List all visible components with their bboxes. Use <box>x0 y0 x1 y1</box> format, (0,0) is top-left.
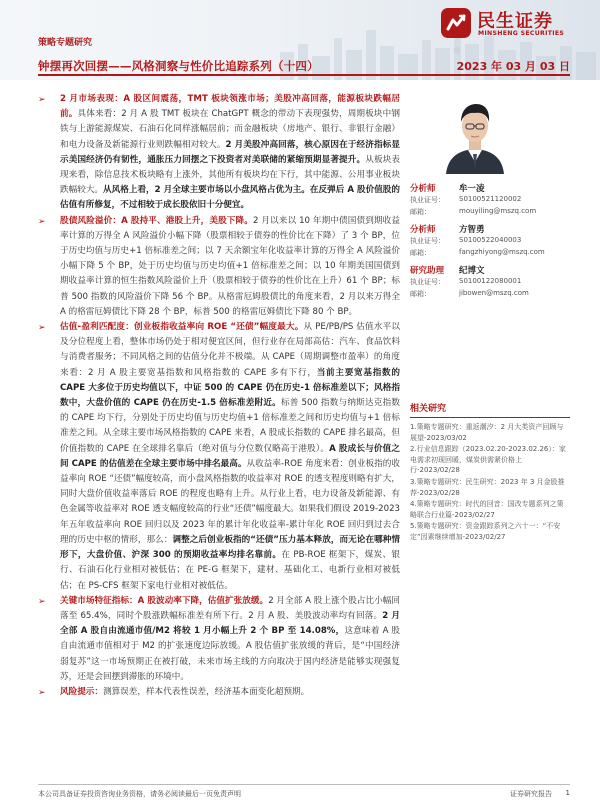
analyst-avatar <box>440 92 510 174</box>
related-research-item[interactable]: 5.策略专题研究：资金跟踪系列之六十一：“不安定”因素继续增加-2023/02/27 <box>410 522 561 541</box>
body-text: 从 PE/PB/PS 估值水平以及分位程度上看，整体市场仍处于相对便宜区间，但行业存在局部高估：汽车、食品饮料与消费者服务；不同风格之间的估值分化并不极端。从 CAPE（周期调整市盈率）的角度来看：2 月 A 股主要宽基指数和风格指数的 CAPE 多有下行， <box>60 322 400 378</box>
body-text: 在 PB-ROE 框架下，煤炭、银行、石油石化行业相对被低估；在 PE-G 框架下，建材、基础化工、电新行业相对被低估；在 PS-CFS 框架下家电行业相对被低估。 <box>60 550 400 591</box>
key-point-heading: 股债风险溢价：A 股持平、港股上升，美股下降。 <box>60 215 253 226</box>
analyst-name: 方智勇 <box>459 225 485 235</box>
analyst-portrait-image <box>440 92 510 174</box>
bullet-arrow-icon: ➢ <box>38 323 46 334</box>
emphasis-text: 当前主要宽基指数的 CAPE 大多位于历史均值以下，中证 500 的 CAPE 仍在历史-1 倍标准差以下；风格指数中，大盘价值的 CAPE 仍在历史-1.5 倍标准差附近。 <box>60 367 400 409</box>
body-text: 从板块表现来看，除信息技术板块略有上涨外，其他所有板块均在下行，其中能源、公用事业板块跌幅较大。 <box>60 154 400 196</box>
analyst-card <box>410 221 570 260</box>
report-header <box>0 0 600 80</box>
analyst-name: 牟一凌 <box>459 184 485 194</box>
key-point-heading: 2 月市场表现：A 股区间震荡，TMT 板块领涨市场；美股冲高回落，能源板块跌幅居前。 <box>60 94 400 120</box>
summary-paragraph <box>38 685 400 700</box>
summary-paragraph <box>38 92 400 214</box>
related-research-heading: 相关研究 <box>410 401 570 418</box>
analyst-card <box>410 262 570 301</box>
analyst-list <box>410 180 570 303</box>
body-text: 测算误差，样本代表性误差，经济基本面变化超预期。 <box>102 686 310 697</box>
body-text: 具体来看：2 月 A 股 TMT 板块在 ChatGPT 概念的带动下表现强势，周期板块中钢铁与上游能源煤炭、石油石化同样涨幅居前；而金融板块（房地产、银行、非银行金融）和电力设备及新能源行业则跌幅相对较大。 <box>60 109 400 150</box>
mail-label: 邮箱： <box>410 290 431 298</box>
emphasis-text: 2 月美股冲高回落，核心原因在于经济指标显示美国经济仍有韧性，通胀压力回摆之下投资者对美联储的紧缩预期显著提升。 <box>60 139 400 165</box>
title-row <box>38 58 570 76</box>
summary-column <box>38 92 400 772</box>
analyst-card <box>410 180 570 219</box>
analyst-email[interactable]: jibowen@mszq.com <box>459 289 529 297</box>
summary-paragraph <box>38 320 400 594</box>
emphasis-text: 调整之后创业板指的“还债”压力基本释放，而无论在哪种情形下，大盘价值、沪深 300 的预期收益率均排名靠前。 <box>60 534 400 561</box>
summary-paragraph <box>38 214 400 320</box>
cert-label: 执业证号： <box>410 196 445 204</box>
mail-label: 邮箱： <box>410 249 431 257</box>
logo-mark-icon <box>441 8 471 38</box>
cert-number: S0100522040003 <box>459 236 522 244</box>
analyst-email[interactable]: fangzhiyong@mszq.com <box>459 248 545 256</box>
logo-text-en: MINSHENG SECURITIES <box>478 30 565 37</box>
section-tag: 策略专题研究 <box>38 38 93 48</box>
cert-label: 执业证号： <box>410 278 445 286</box>
report-date: 2023 年 03 月 03 日 <box>456 60 570 73</box>
disclaimer-note: 本公司具备证券投资咨询业务资格，请务必阅读最后一页免责声明 <box>38 790 241 798</box>
analyst-name: 纪博文 <box>459 266 485 276</box>
body-text: 2 月全部 A 股上涨个股占比小幅回落至 65.4%，同时个股涨跌幅标准差有所下行。2 月 A 股、美股波动率均有回落。 <box>60 595 400 621</box>
emphasis-text: A 股成长与价值之间 CAPE 的估值差在全球主要市场中排名最高。 <box>60 443 400 469</box>
analyst-role: 分析师 <box>410 225 436 235</box>
cert-number: S0100122080001 <box>459 277 522 285</box>
bullet-arrow-icon: ➢ <box>38 216 46 227</box>
bullet-arrow-icon: ➢ <box>38 95 46 105</box>
logo-text-cn: 民生证券 <box>477 11 553 32</box>
body-text: 2 月以来以 10 年期中债国债到期收益率计算的万得全 A 风险溢价小幅下降（股票相较于债券的性价比在下降）了 3 个 BP，位于历史均值与历史+1 倍标准差之间；以 7 天余额宝年化收益率计算的万得全 A 风险溢价小幅下降 5 个 BP，处于历史均值与历史均值+1 倍标准差之间；以 10 年期美国国债到期收益率计算的恒生指数风险溢价上升（股票相较于债券的性价比在上升）61 个 BP；标普 500 指数的风险溢价下降 56 个 BP。从格雷厄姆股债比的角度来看，2 月以来万得全 A 的格雷厄姆债比下降 28 个 BP，标普 500 的格雷厄姆债比下降 80 个 BP。 <box>60 215 400 317</box>
page-number: 1 <box>565 789 570 797</box>
summary-paragraph <box>38 594 400 685</box>
analyst-email[interactable]: mouyiling@mszq.com <box>459 207 537 215</box>
cert-label: 执业证号： <box>410 237 445 245</box>
body-text: 这意味着 A 股自由流通市值相对于 M2 的扩张速度边际放缓。A 股估值扩张放缓的背后，是“中国经济弱复苏”这一市场预期正在被打破，未来市场主线的方向取决于国内经济是能够实现强复苏，还是会回摆到滞胀的环境中。 <box>60 626 400 682</box>
emphasis-text: 从风格上看，2 月全球主要市场以小盘风格占优为主。在反弹后 A 股价值股的估值有所修复，不过相较于成长股依旧十分便宜。 <box>60 185 400 211</box>
analyst-role: 分析师 <box>410 184 436 194</box>
related-research-item[interactable]: 2.行业信息跟踪（2023.02.20-2023.02.26）：家电需求初现回暖，煤炭供需紧价格上行-2023/02/28 <box>410 445 566 475</box>
body-text: 从收益率-ROE 角度来看：创业板指的收益率向 ROE “还债”幅度较高，而小盘风格指数的收益率对 ROE 的透支程度则略有扩大，同时大盘价值收益率落后 ROE 的程度也略有上升。从行业上看，电力设备及新能源、有色金属等收益率对 ROE 透支幅度较高的行业“还债”幅度最大。如果我们假设 2019-2023 年五年收益率向 ROE 回归以及 2023 年的累计年化收益率-累计年化 ROE 回归到过去合理的历史中枢的情形，那么： <box>60 458 400 545</box>
analyst-role: 研究助理 <box>410 266 445 276</box>
related-research <box>410 401 570 544</box>
mail-label: 邮箱： <box>410 208 431 216</box>
report-title: 钟摆再次回摆——风格洞察与性价比追踪系列（十四） <box>38 59 319 73</box>
cert-number: S0100521120002 <box>459 195 522 203</box>
page-footer <box>38 784 570 798</box>
bullet-arrow-icon: ➢ <box>38 687 46 698</box>
minsheng-logo <box>441 8 591 44</box>
bullet-arrow-icon: ➢ <box>38 596 46 607</box>
key-point-heading: 估值-盈利匹配度：创业板指收益率向 ROE “还债”幅度最大。 <box>60 322 304 333</box>
related-research-item[interactable]: 3.策略专题研究：民生研究：2023 年 3 月金股推荐-2023/02/28 <box>410 477 565 497</box>
key-point-heading: 关键市场特征指标：A 股波动率下降，估值扩张放缓。 <box>60 595 269 606</box>
related-research-item[interactable]: 4.策略专题研究：时代的回音：国改专题系列之策略联合行业篇-2023/02/27 <box>410 500 564 519</box>
emphasis-text: 2 月全部 A 股自由流通市值/M2 将较 1 月小幅上升 2 个 BP 至 14.08%， <box>60 610 400 637</box>
body-text: 标普 500 指数与纳斯达克指数的 CAPE 均下行，分别处于历史均值与历史均值+1 倍标准差之间和历史均值与+1 倍标准差之间。从全球主要市场风格指数的 CAPE 来看，A 股成长指数的 CAPE 排名最高，但价值指数的 CAPE 在全球排名靠后（绝对值与分位数仅略高于港股）。 <box>60 398 400 454</box>
key-point-heading: 风险提示： <box>60 686 103 697</box>
related-research-item[interactable]: 1.策略专题研究：重返潮汐：2 月大类资产回顾与展望-2023/03/02 <box>410 423 564 442</box>
report-type: 证券研究报告 <box>510 790 552 798</box>
